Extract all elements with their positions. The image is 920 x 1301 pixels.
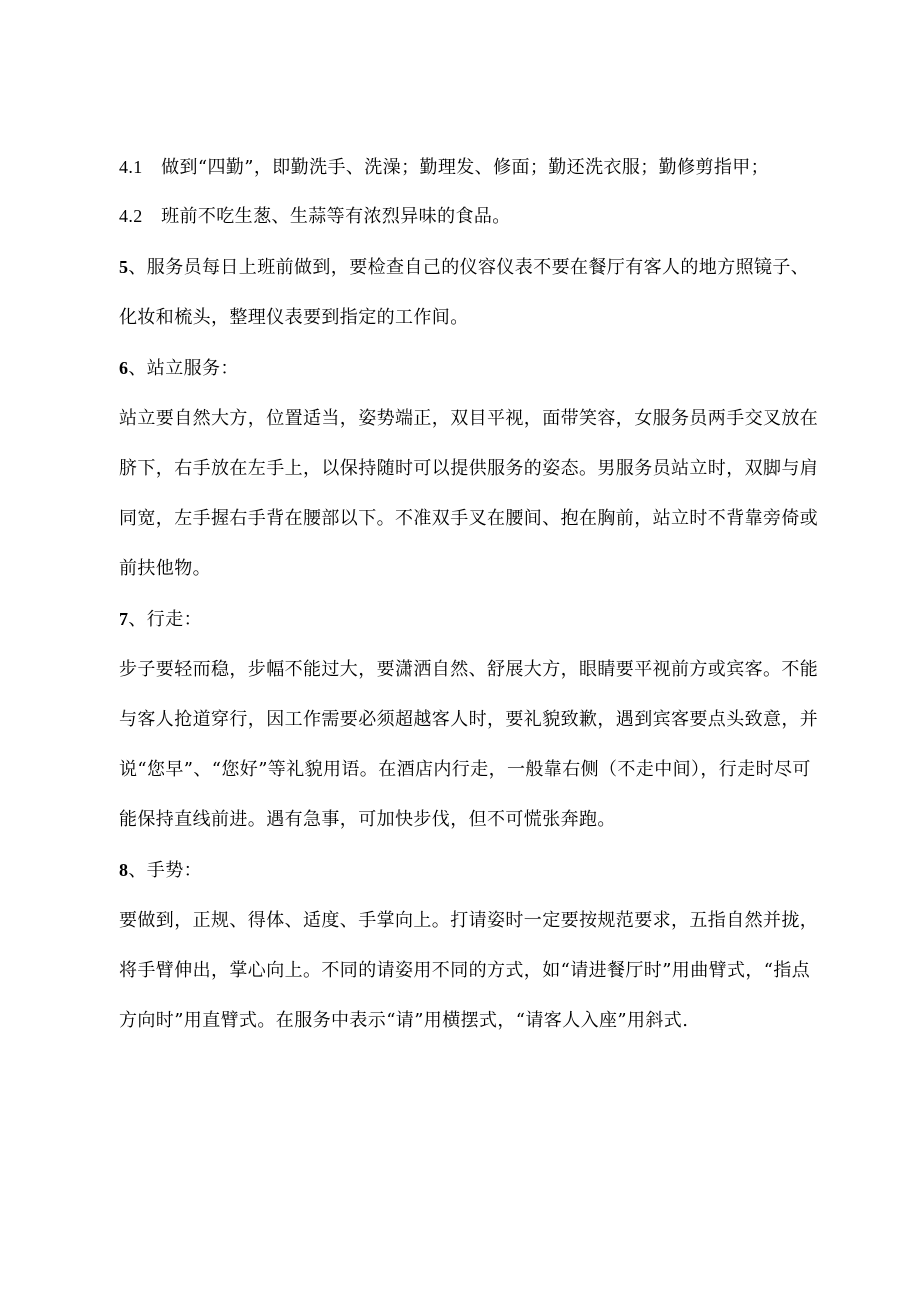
item-4-1	[119, 156, 819, 179]
section-6-body: 站立要自然大方，位置适当，姿势端正，双目平视，面带笑容，女服务员两手交叉放在脐下，右手放在左手上，以保持随时可以提供服务的姿态。男服务员站立时，双脚与肩同宽，左手握右手背在腰部以下。不准双手叉在腰间、抱在胸前，站立时不背靠旁倚或前扶他物。	[119, 408, 819, 579]
section-7-body: 步子要轻而稳，步幅不能过大，要潇洒自然、舒展大方，眼睛要平视前方或宾客。不能与客人抢道穿行，因工作需要必须超越客人时，要礼貌致歉，遇到宾客要点头致意，并说“您早”、“您好”等礼貌用语。在酒店内行走，一般靠右侧（不走中间），行走时尽可能保持直线前进。遇有急事，可加快步伐，但不可慌张奔跑。	[119, 659, 819, 830]
section-text: 、服务员每日上班前做到，要检查自己的仪容仪表不要在餐厅有客人的地方照镜子、化妆和梳头，整理仪表要到指定的工作间。	[119, 257, 810, 328]
section-number: 8	[119, 860, 129, 880]
section-5	[119, 242, 819, 343]
section-heading: 、行走：	[128, 609, 203, 630]
section-number: 7	[119, 609, 129, 629]
item-4-2	[119, 191, 819, 242]
section-heading: 、手势：	[128, 860, 203, 881]
item-number: 4.2	[119, 206, 143, 226]
item-number: 4.1	[119, 157, 143, 177]
item-text: 做到“四勤”，即勤洗手、洗澡；勤理发、修面；勤还洗衣服；勤修剪指甲；	[161, 157, 770, 178]
document-page	[119, 156, 819, 1046]
section-6-heading	[119, 343, 819, 394]
section-7-heading	[119, 594, 819, 645]
section-number: 5	[119, 257, 129, 277]
section-8-heading	[119, 845, 819, 896]
section-8-body: 要做到，正规、得体、适度、手掌向上。打请姿时一定要按规范要求，五指自然并拢，将手臂伸出，掌心向上。不同的请姿用不同的方式，如“请进餐厅时”用曲臂式，“指点方向时”用直臂式。在服务中表示“请”用横摆式，“请客人入座”用斜式.	[119, 910, 819, 1031]
section-heading: 、站立服务：	[128, 358, 239, 379]
item-text: 班前不吃生葱、生蒜等有浓烈异味的食品。	[161, 206, 511, 227]
section-number: 6	[119, 358, 129, 378]
